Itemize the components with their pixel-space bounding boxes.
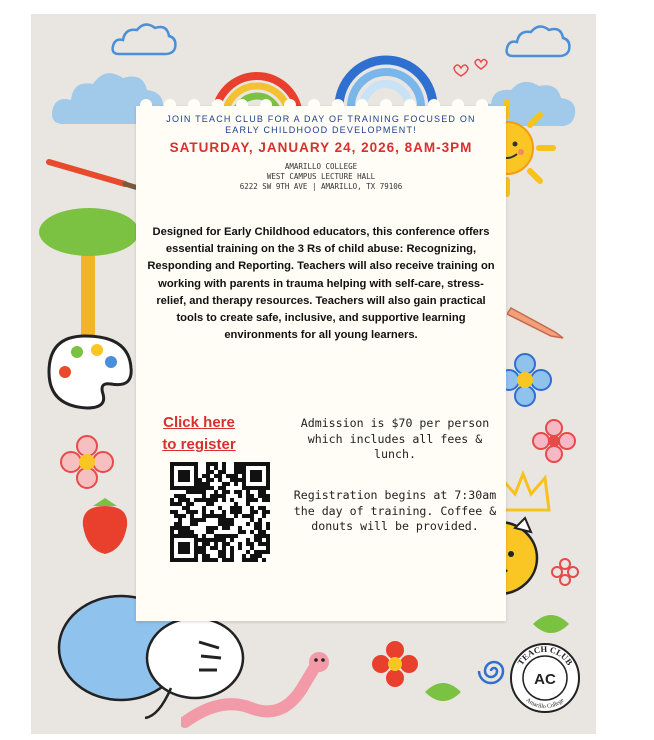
- hearts-icon: [453, 56, 493, 86]
- venue-hall: WEST CAMPUS LECTURE HALL: [266, 172, 376, 181]
- flyer-background: [31, 14, 596, 734]
- leaf-icon: [423, 680, 463, 704]
- register-link-line-2[interactable]: to register: [162, 436, 236, 453]
- flower-icon: [59, 434, 115, 490]
- intro-line-1: JOIN TEACH CLUB FOR A DAY OF TRAINING FOCUSED ON: [166, 114, 476, 124]
- venue-name: AMARILLO COLLEGE: [284, 162, 358, 171]
- notebook-tabs: [136, 97, 506, 109]
- paintbrush-icon: [45, 154, 149, 194]
- flower-icon: [551, 558, 579, 586]
- logo-monogram: AC: [534, 671, 556, 688]
- cloud-icon: [109, 20, 179, 62]
- flower-icon: [371, 640, 419, 688]
- logo-top-text: TEACH CLUB: [515, 643, 575, 667]
- teach-club-logo: [509, 642, 581, 714]
- worm-icon: [181, 650, 331, 730]
- register-link-line-1[interactable]: Click here: [163, 414, 235, 431]
- intro-line-2: EARLY CHILDHOOD DEVELOPMENT!: [225, 125, 417, 135]
- logo-bottom-text: Amarillo College: [524, 697, 566, 711]
- strawberry-icon: [79, 496, 131, 556]
- register-link[interactable]: [144, 412, 254, 456]
- spiral-icon: [477, 654, 511, 688]
- admission-info: Admission is $70 per person which includes all fees & lunch.: [300, 416, 490, 461]
- palette-icon: [45, 332, 135, 412]
- event-date-time: SATURDAY, JANUARY 24, 2026, 8AM-3PM: [169, 140, 473, 155]
- flower-icon: [531, 418, 577, 464]
- flyer-card: [136, 106, 506, 621]
- qr-code[interactable]: [170, 462, 270, 562]
- pencil-icon: [507, 302, 567, 342]
- event-description: Designed for Early Childhood educators, this conference offers essential training on the 3 Rs of child abuse: Recognizing, Responding and Reporting. Teachers will also receive training on working with parents in trauma helping with self-care, stress-relief, and therapy resources. Teachers will also gain practical tools to create safe, inclusive, and supportive learning environments for all young learners.: [147, 226, 495, 342]
- registration-info: Registration begins at 7:30am the day of training. Coffee & donuts will be provided.: [293, 488, 497, 533]
- venue-address: 6222 SW 9TH AVE | AMARILLO, TX 79106: [239, 182, 403, 191]
- tree-icon: [37, 200, 141, 340]
- leaf-icon: [531, 612, 571, 636]
- cloud-icon: [503, 22, 573, 64]
